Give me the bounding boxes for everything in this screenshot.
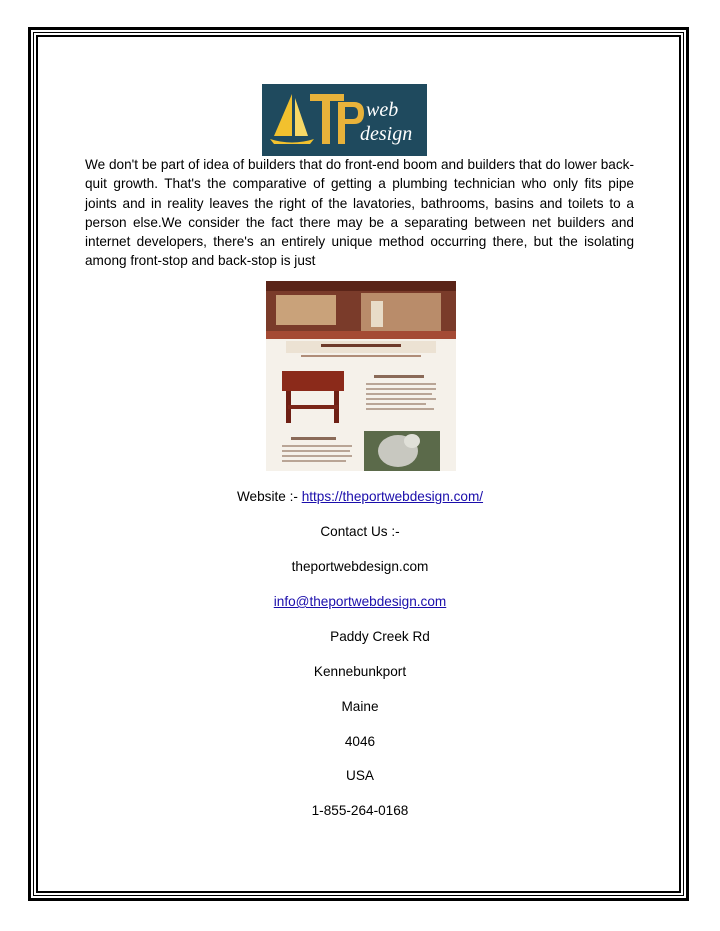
address-country: USA xyxy=(346,768,374,783)
website-label: Website :- xyxy=(236,489,298,504)
website-link[interactable]: https://theportwebdesign.com/ xyxy=(301,489,484,504)
email-link[interactable]: info@theportwebdesign.com xyxy=(273,594,447,609)
address-street: Paddy Creek Rd xyxy=(330,629,430,644)
article-paragraph: We don't be part of idea of builders that do front-end boom and builders that do lower back-quit growth. That's the comparative of getting a plumbing technician who only fits pipe joints and in reality leaves the right of the lavatories, bathrooms, basins and toilets to a person else.We consider the fact there may be a separating between net builders and internet developers, there's an entirely unique method occurring there, but the isolating among front-stop and back-stop is just xyxy=(85,157,634,269)
contact-us-label: Contact Us :- xyxy=(320,524,400,539)
address-city: Kennebunkport xyxy=(313,664,407,679)
address-zip: 4046 xyxy=(344,734,376,749)
address-state: Maine xyxy=(341,699,379,714)
company-domain: theportwebdesign.com xyxy=(291,559,429,574)
svg-text:web: web xyxy=(366,99,399,121)
website-preview-image xyxy=(266,281,456,471)
svg-text:design: design xyxy=(360,123,413,145)
phone-number: 1-855-264-0168 xyxy=(311,803,409,818)
email-line xyxy=(0,594,720,609)
company-logo xyxy=(262,84,427,156)
website-line xyxy=(0,489,720,504)
